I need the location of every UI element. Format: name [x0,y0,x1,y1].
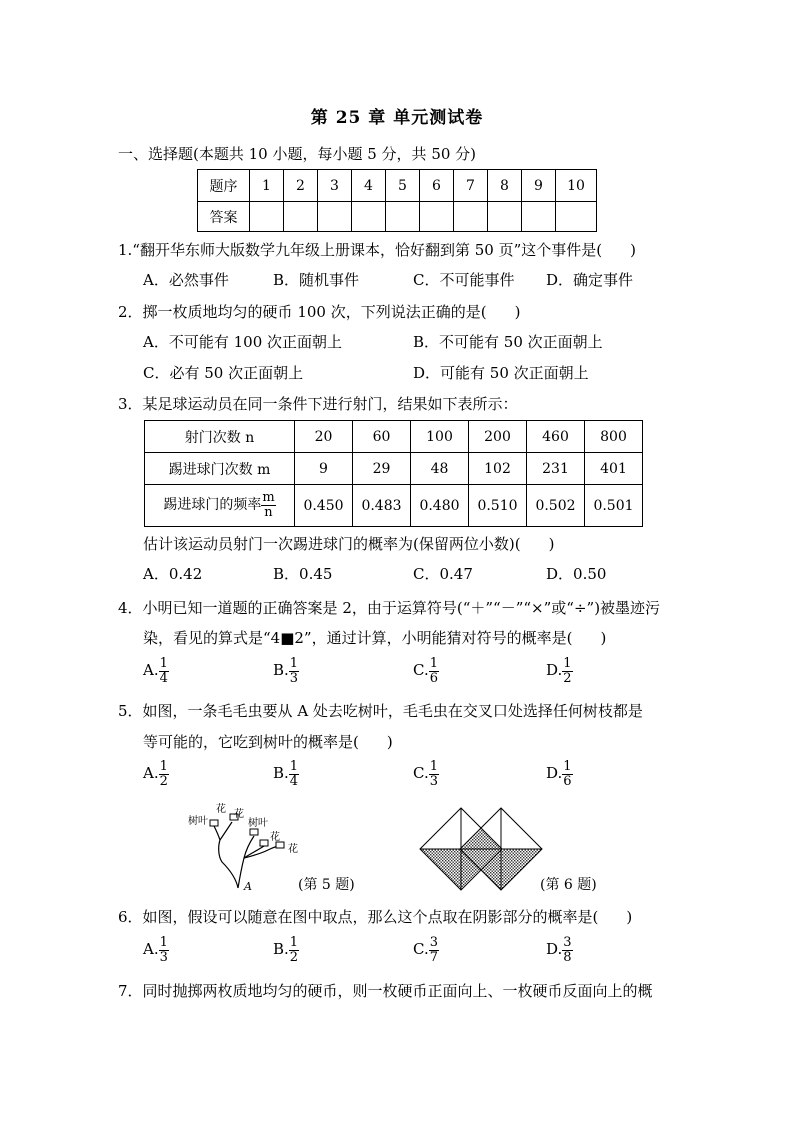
q1-option: C．不可能事件 [413,271,515,289]
answer-paren-close: ) [600,629,607,647]
q4-option-c [413,657,439,685]
point-a-label: A [244,880,252,893]
fraction [562,657,572,685]
answer-cell[interactable] [488,202,522,232]
answer-paren-close: ) [630,241,636,259]
q2-option: D．可能有 50 次正面朝上 [413,364,589,382]
option-label: B. [273,940,289,959]
fraction-denominator: 3 [429,773,438,789]
q6-option-d [546,936,573,964]
fraction-numerator: 1 [563,759,572,774]
q3-option: B．0.45 [273,565,333,583]
shot-table-cell: 102 [469,453,527,485]
fraction [289,760,299,788]
q4-option-a [143,657,169,685]
fraction [159,936,169,964]
fraction [289,657,299,685]
tree-label: 花 [270,832,280,843]
shot-table-label: 射门次数 n [145,421,295,453]
fraction [159,760,169,788]
fraction-denominator: n [264,505,273,520]
fraction-denominator: 4 [289,773,299,789]
shot-table-label: 踢进球门次数 m [145,453,295,485]
fraction-numerator: 1 [159,935,168,950]
q5-option-b [273,760,299,788]
q5-option-a [143,760,169,788]
question-4-line2 [143,631,606,646]
fraction-numerator: m [262,490,275,506]
shot-table-cell: 100 [411,421,469,453]
option-label: B. [273,661,289,680]
fraction-denominator: 2 [563,670,572,686]
shot-table-cell: 0.483 [353,485,411,527]
fraction-denominator: 7 [429,949,438,965]
answer-cell[interactable] [352,202,386,232]
question-6 [118,910,632,925]
question-stem: 染，看见的算式是“4■2”，通过计算，小明能猜对符号的概率是( [143,629,573,647]
fraction-numerator: 1 [289,935,299,950]
frequency-label: 踢进球门的频率 [163,497,262,514]
fraction-denominator: 3 [289,670,299,686]
tree-label: 树叶 [188,816,208,827]
fraction-numerator: 1 [159,759,168,774]
question-4-line1: 4．小明已知一道题的正确答案是 2，由于运算符号(“＋”“－”“×”或“÷”)被墨迹污 [118,599,661,617]
option-label: C. [413,661,429,680]
leaf-icon [210,820,218,826]
answer-cell[interactable] [454,202,488,232]
fraction-numerator: 1 [429,656,438,671]
answer-table-header: 答案 [198,202,250,232]
fraction [429,760,439,788]
tree-trunk-branch [219,840,238,888]
q2-option: A．不可能有 100 次正面朝上 [143,333,343,351]
option-label: A. [143,661,159,680]
answer-cell[interactable] [284,202,318,232]
shot-table-cell: 401 [585,453,643,485]
question-3-stem: 3．某足球运动员在同一条件下进行射门，结果如下表所示： [118,395,518,413]
shot-table-cell: 9 [295,453,353,485]
question-2 [118,305,520,320]
q6-option-a [143,936,169,964]
question-stem: 6．如图，假设可以随意在图中取点，那么这个点取在阴影部分的概率是( [118,908,599,926]
option-label: C. [413,764,429,783]
answer-paren-close: ) [386,733,393,751]
tree-branch [220,822,232,840]
fraction-denominator: 2 [159,773,168,789]
shot-table-cell: 29 [353,453,411,485]
q2-option: C．必有 50 次正面朝上 [143,364,304,382]
tree-label: 花 [234,809,244,820]
shot-table-cell: 60 [353,421,411,453]
q3-option: D．0.50 [546,565,607,583]
q1-option: B．随机事件 [273,271,360,289]
answer-cell[interactable] [318,202,352,232]
answer-table-number: 9 [522,170,556,202]
shot-table-cell: 0.480 [411,485,469,527]
fraction-numerator: 1 [159,656,168,671]
fraction [562,760,572,788]
shot-table-cell: 0.502 [527,485,585,527]
option-label: D. [546,661,563,680]
fraction [289,936,299,964]
question-stem: 2．掷一枚质地均匀的硬币 100 次，下列说法正确的是( [118,303,487,321]
fraction-numerator: 1 [563,656,572,671]
answer-table-number: 10 [556,170,597,202]
answer-table-number: 1 [250,170,284,202]
answer-table-number: 8 [488,170,522,202]
q4-option-d [546,657,573,685]
question-7-line1: 7．同时抛掷两枚质地均匀的硬币，则一枚硬币正面向上、一枚硬币反面向上的概 [118,982,653,1000]
fraction-numerator: 3 [429,935,438,950]
answer-cell[interactable] [386,202,420,232]
figure-5-caption: (第 5 题) [298,877,355,893]
fraction-denominator: 3 [159,949,168,965]
q6-option-b [273,936,299,964]
answer-table-number: 2 [284,170,318,202]
q3-option: C．0.47 [413,565,473,583]
shot-table-cell: 0.510 [469,485,527,527]
fraction-denominator: 4 [159,670,168,686]
question-3-followup [143,537,554,552]
leaf-icon [260,840,268,846]
answer-paren-close: ) [548,535,555,553]
question-stem: 等可能的，它吃到树叶的概率是( [143,733,359,751]
option-label: A. [143,764,159,783]
answer-paren-close: ) [514,303,521,321]
shot-table-cell: 460 [527,421,585,453]
figure-6-caption: (第 6 题) [540,877,597,893]
shot-table-cell: 231 [527,453,585,485]
answer-table-header: 题序 [198,170,250,202]
shaded-figure [418,806,544,892]
answer-table-number: 7 [454,170,488,202]
option-label: B. [273,764,289,783]
shot-table-label [145,485,295,527]
section-heading: 一、选择题(本题共 10 小题，每小题 5 分，共 50 分) [118,145,477,163]
option-label: A. [143,940,159,959]
q2-option: B．不可能有 50 次正面朝上 [413,333,603,351]
answer-cell[interactable] [522,202,556,232]
answer-cell[interactable] [556,202,597,232]
q6-option-c [413,936,439,964]
tree-figure [180,800,310,895]
fraction-denominator: 6 [563,773,572,789]
fraction-m-over-n [261,491,275,519]
question-stem: 估计该运动员射门一次踢进球门的概率为(保留两位小数)( [143,535,521,553]
question-5-line2 [143,735,393,750]
answer-paren-close: ) [626,908,633,926]
q1-option: D．确定事件 [546,271,634,289]
shot-table-cell: 20 [295,421,353,453]
shot-table-cell: 0.450 [295,485,353,527]
page-title: 第 25 章 单元测试卷 [310,108,484,128]
fraction [429,936,439,964]
fraction-denominator: 2 [289,949,299,965]
shot-table-cell: 0.501 [585,485,643,527]
tree-label: 花 [288,844,298,855]
tree-label: 花 [216,804,226,815]
shot-table-cell: 48 [411,453,469,485]
q1-option: A．必然事件 [143,271,229,289]
question-5-line1: 5．如图，一条毛毛虫要从 A 处去吃树叶，毛毛虫在交叉口处选择任何树枝都是 [118,702,643,720]
flower-icon [250,829,258,835]
question-stem: 1.“翻开华东师大版数学九年级上册课本，恰好翻到第 50 页”这个事件是( [118,241,603,259]
shot-table [144,420,643,527]
fraction-numerator: 1 [289,759,299,774]
answer-cell[interactable] [250,202,284,232]
shot-table-cell: 200 [469,421,527,453]
fraction [562,936,572,964]
question-1 [118,243,636,258]
answer-table-number: 4 [352,170,386,202]
shot-table-cell: 800 [585,421,643,453]
answer-table [197,169,597,232]
q5-option-c [413,760,439,788]
q3-option: A．0.42 [143,565,203,583]
fraction-numerator: 1 [429,759,438,774]
fraction-numerator: 1 [289,656,299,671]
fraction-denominator: 8 [563,949,572,965]
q4-option-b [273,657,299,685]
q5-option-d [546,760,573,788]
option-label: C. [413,940,429,959]
fraction-numerator: 3 [563,935,572,950]
answer-table-number: 5 [386,170,420,202]
option-label: D. [546,764,563,783]
answer-cell[interactable] [420,202,454,232]
fraction [159,657,169,685]
option-label: D. [546,940,563,959]
fraction [429,657,439,685]
fraction-denominator: 6 [429,670,438,686]
answer-table-number: 3 [318,170,352,202]
answer-table-number: 6 [420,170,454,202]
tree-label: 树叶 [248,818,268,829]
tree-branch [214,826,220,840]
